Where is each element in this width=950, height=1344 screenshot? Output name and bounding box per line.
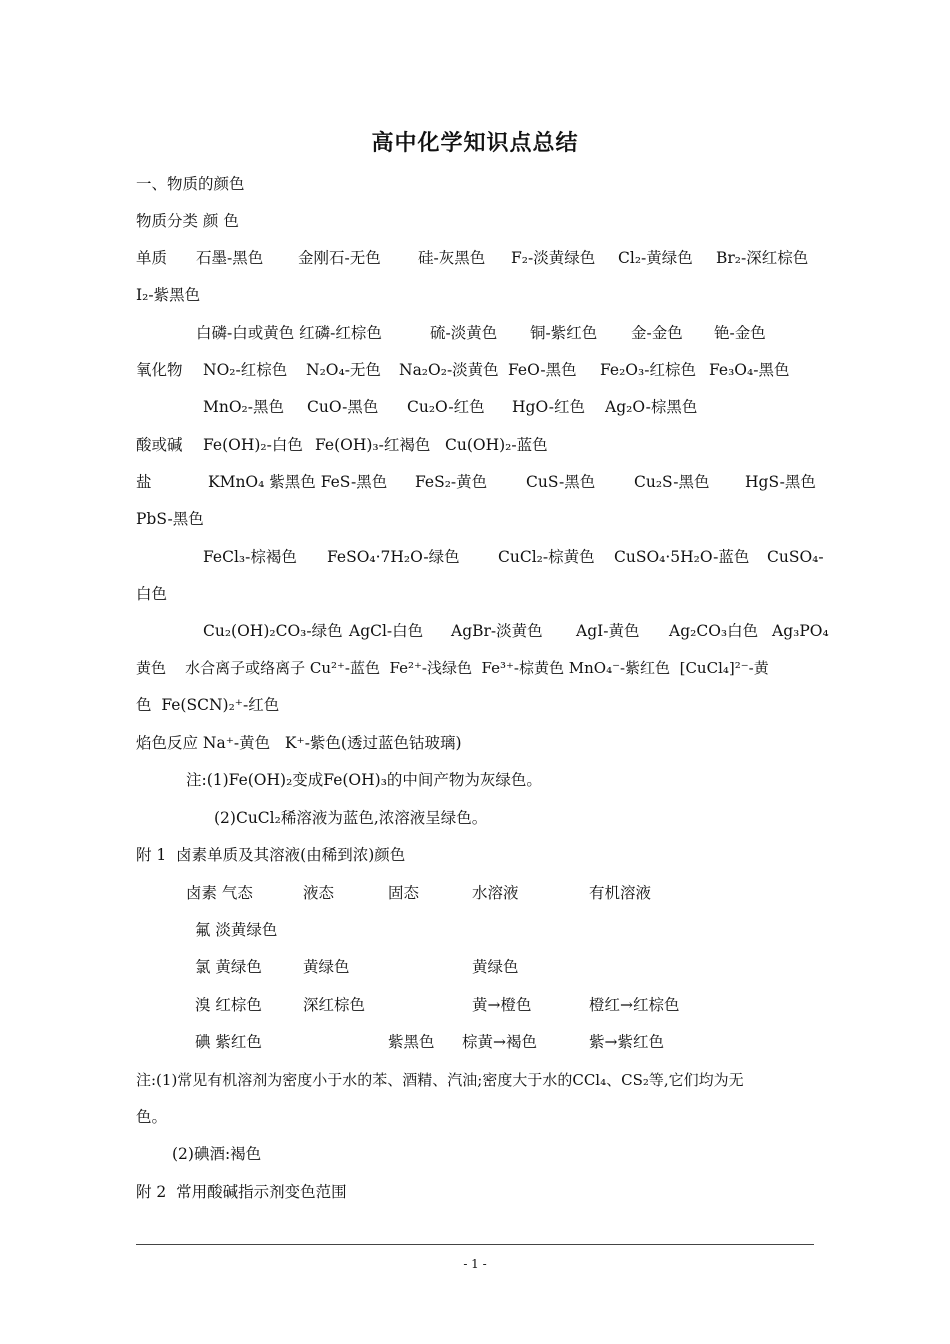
list-item: CuS-黑色 [526, 473, 596, 491]
table-cell: 碘 紫红色 [195, 1033, 262, 1051]
list-item: Cu₂S-黑色 [634, 473, 710, 491]
paragraph: 焰色反应 Na⁺-黄色 K⁺-紫色(透过蓝色钴玻璃) [136, 734, 462, 752]
table-cell: 紫→紫红色 [589, 1033, 664, 1051]
list-item: PbS-黑色 [136, 510, 204, 528]
list-item: CuO-黑色 [307, 398, 379, 416]
list-item: Ag₂CO₃白色 [669, 622, 759, 640]
list-item: Ag₃PO₄ [772, 622, 829, 640]
list-item: Cu(OH)₂-蓝色 [445, 436, 548, 454]
list-item: 铯-金色 [714, 324, 766, 342]
list-item: I₂-紫黑色 [136, 286, 201, 304]
list-item: NO₂-红棕色 [203, 361, 288, 379]
table-header-cell: 有机溶液 [589, 884, 652, 902]
category-label: 盐 [136, 473, 152, 491]
list-item: 硫-淡黄色 [430, 324, 498, 342]
list-item: 金刚石-无色 [298, 249, 381, 267]
document-title: 高中化学知识点总结 [371, 130, 579, 156]
category-label: 氧化物 [136, 361, 183, 379]
list-item: MnO₂-黑色 [203, 398, 285, 416]
table-cell: 黄→橙色 [472, 996, 532, 1014]
list-item: 白磷-白或黄色 红磷-红棕色 [196, 324, 382, 342]
list-item: Cu₂O-红色 [407, 398, 485, 416]
list-item: 石墨-黑色 [196, 249, 264, 267]
list-item: CuSO₄·5H₂O-蓝色 [614, 548, 750, 566]
table-cell: 深红棕色 [303, 996, 366, 1014]
category-label: 酸或碱 [136, 436, 183, 454]
list-item: HgS-黑色 [745, 473, 816, 491]
list-item: Fe₂O₃-红棕色 [600, 361, 696, 379]
list-item: FeSO₄·7H₂O-绿色 [327, 548, 460, 566]
list-item: 硅-灰黑色 [418, 249, 486, 267]
paragraph: 黄色 水合离子或络离子 Cu²⁺-蓝色 Fe²⁺-浅绿色 Fe³⁺-棕黄色 MnO₄⁻-紫红色 [CuCl₄]²⁻-黄 [136, 659, 769, 677]
list-item: CuCl₂-棕黄色 [498, 548, 595, 566]
list-item: FeO-黑色 [508, 361, 577, 379]
category-label: 单质 [136, 249, 168, 267]
list-item: KMnO₄ 紫黑色 FeS-黑色 [208, 473, 388, 491]
list-item: 金-金色 [631, 324, 683, 342]
list-item: AgI-黄色 [576, 622, 640, 640]
table-cell: 棕黄→褐色 [462, 1033, 537, 1051]
table-cell: 溴 红棕色 [195, 996, 262, 1014]
page-number: - 1 - [463, 1257, 487, 1271]
note: (2)碘酒:褐色 [172, 1145, 262, 1163]
list-item: Ag₂O-棕黑色 [605, 398, 698, 416]
list-item: 白色 [136, 585, 168, 603]
list-item: FeCl₃-棕褐色 [203, 548, 297, 566]
table-cell: 橙红→红棕色 [589, 996, 680, 1014]
list-item: 铜-紫红色 [530, 324, 598, 342]
list-item: AgBr-淡黄色 [451, 622, 543, 640]
list-item: FeS₂-黄色 [415, 473, 488, 491]
note: 色。 [136, 1108, 168, 1126]
section-heading: 一、物质的颜色 [136, 175, 245, 193]
appendix-heading: 附 1 卤素单质及其溶液(由稀到浓)颜色 [136, 846, 406, 864]
table-cell: 氟 淡黄绿色 [195, 921, 278, 939]
list-item: Na₂O₂-淡黄色 [399, 361, 499, 379]
list-item: Fe₃O₄-黑色 [709, 361, 790, 379]
table-header: 物质分类 颜 色 [136, 212, 239, 230]
list-item: HgO-红色 [512, 398, 585, 416]
list-item: Cu₂(OH)₂CO₃-绿色 [203, 622, 343, 640]
list-item: Br₂-深红棕色 [716, 249, 809, 267]
table-header-cell: 固态 [388, 884, 420, 902]
footer-divider [136, 1244, 814, 1245]
table-header-cell: 卤素 气态 [186, 884, 253, 902]
table-cell: 紫黑色 [388, 1033, 435, 1051]
list-item: F₂-淡黄绿色 [511, 249, 596, 267]
list-item: Cl₂-黄绿色 [618, 249, 693, 267]
list-item: Fe(OH)₃-红褐色 [315, 436, 431, 454]
note: (2)CuCl₂稀溶液为蓝色,浓溶液呈绿色。 [214, 809, 488, 827]
list-item: AgCl-白色 [349, 622, 424, 640]
table-cell: 黄绿色 [472, 958, 519, 976]
table-cell: 黄绿色 [303, 958, 350, 976]
list-item: Fe(OH)₂-白色 [203, 436, 303, 454]
list-item: N₂O₄-无色 [306, 361, 381, 379]
paragraph: 色 Fe(SCN)₂⁺-红色 [136, 696, 280, 714]
table-header-cell: 水溶液 [472, 884, 519, 902]
note: 注:(1)Fe(OH)₂变成Fe(OH)₃的中间产物为灰绿色。 [186, 771, 542, 789]
table-header-cell: 液态 [303, 884, 335, 902]
table-cell: 氯 黄绿色 [195, 958, 262, 976]
appendix-heading: 附 2 常用酸碱指示剂变色范围 [136, 1183, 347, 1201]
list-item: CuSO₄- [767, 548, 824, 566]
note: 注:(1)常见有机溶剂为密度小于水的苯、酒精、汽油;密度大于水的CCl₄、CS₂等,它们均为无 [136, 1071, 744, 1089]
